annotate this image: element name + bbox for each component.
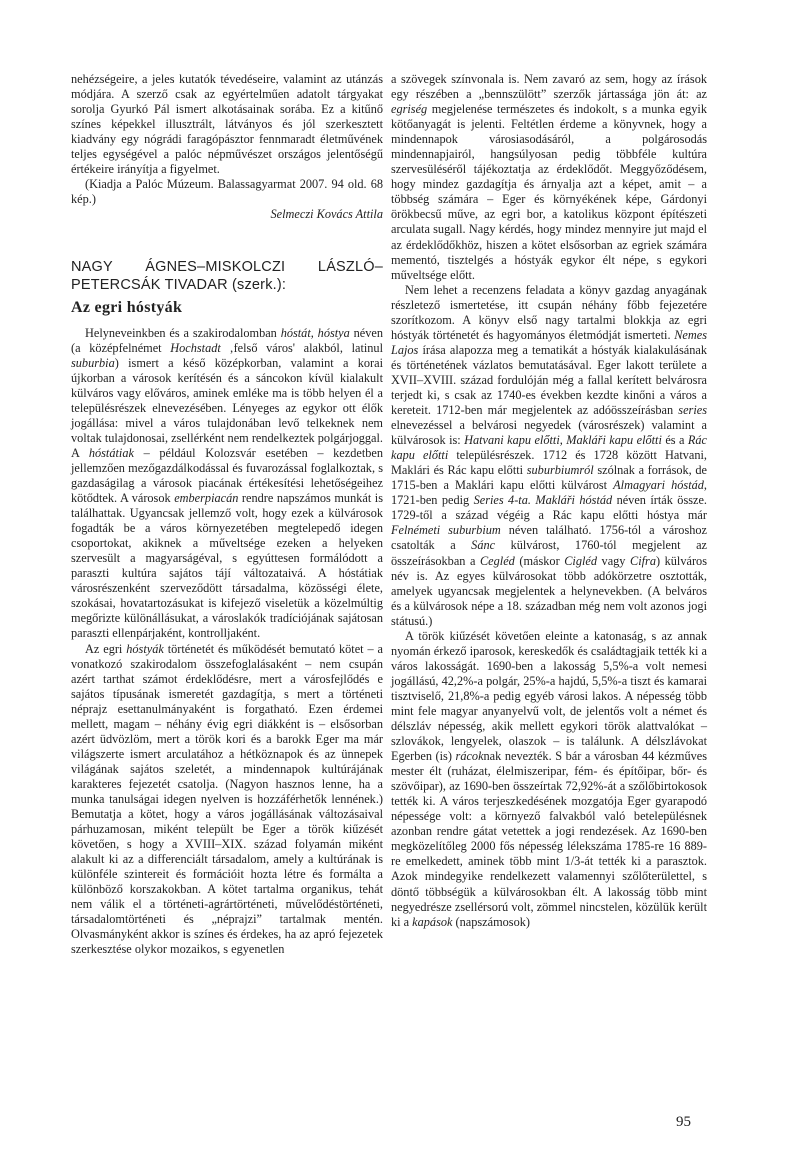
review-heading-title: Az egri hóstyák	[71, 299, 183, 317]
left-column	[71, 72, 383, 957]
paragraph: Az egri hóstyák történetét és működését bemutató kötet – a vonatkozó szakirodalom összefoglalásaként – nem csupán azért tarthat számot érdeklődésre, mert a városfejlődés e sajátos típusának ismeretét gazdagítja, s mert a történeti néprajz esettanulmányaként is forgatható. Ezen érdemei mellett, magam – néhány évig egri diákként is – elsősorban azért üdvözlöm, mert a török kori és a barokk Eger ma már világszerte ismert arculatához a hétköznapok és az ünnepek világának sajátos szeletét, a mindennapok kultúrájának karakteres fejezetét csatolja. (Nagyon hasznos lenne, ha a munka tanulságai idegen nyelven is hozzáférhetők lennének.) Bemutatja a kötet, hogy a város jogállásának változásaival párhuzamosan, miként települt be Eger a török kiűzését követően, s hogy a XVIII–XIX. század folyamán miként alakult ki az a differenciált társadalom, amely a kultúrának is különféle szintereit és formációit hozta létre és formálta a különböző korszakokban. A kötet tartalma organikus, tehát nem válik el a történeti-agrártörténeti, művelődéstörténeti, társadalomtörténeti és „néprajzi” tartalmak mentén. Olvasmányként akkor is színes és érdekes, ha az apró fejezetek szerkesztése olykor mozaikos, s egyenetlen	[71, 641, 383, 957]
paragraph: Helyneveinkben és a szakirodalomban hóstát, hóstya néven (a középfelnémet Hochstadt ‚felső város' alakból, latinul suburbia) ismert a késő középkorban, valamint a korai újkorban a városok kerítésén és a sáncokon kívül kialakult külváros vagy előváros, aminek emléke ma is több helyen él a településrészek elnevezésében. Lényeges az egykor ott élők jogállása: mivel a város tulajdonában levő telkeknek nem voltak tulajdonosai, zsellérként nem rendelkeztek polgárjoggal. A hóstátiak – például Kolozsvár esetében – kezdetben jellemzően mezőgazdálkodással és fuvarozással foglalkoztak, s gazdaságilag a városok piacának értékesítési lehetőségeihez kötődtek. A városok emberpiacán rendre napszámos munkát is találhattak. Ugyancsak jellemző volt, hogy ezek a külvárosok fogadták be a város környezetében megtelepedő idegen csoportokat, akiknek a műveltsége ezeken a helyeken szervesült a magyarságéval, s egyúttesen formálódott a paraszti kultúra sajátos tájí változataivá. A hóstátiak városrészenként szerveződött társadalma, közösségi élete, szokásai, hovatartozásukat is kifejező viseletük a közelmúltig megőrizte különállásukat, a városlakók tradíciójának sajátosan paraszti ellenpárjaként, kontrolljaként.	[71, 325, 383, 641]
paragraph: Nem lehet a recenzens feladata a könyv gazdag anyagának részletező ismertetése, itt csupán néhány főbb fejezetére szorítkozom. A könyv első nagy tartalmi blokkja az egri hóstyák történetét és hagyományos életmódját ismerteti. Nemes Lajos írása alapozza meg a tematikát a hóstyák kialakulásának és történetének vázlatos bemutatásával. Eger lakott területe a XVII–XVIII. század fordulóján még a fallal kerített belvárosra terjedt ki, s csak az 1740-es években kezdte kinőni a város a kereteit. 1712-ben már megjelentek az adóösszeírásban series elnevezéssel a belvárosi negyedek (városrészek) valamint a külvárosok is: Hatvani kapu előtti, Makláři kapu előtti és a Rác kapu előtti településrészek. 1712 és 1728 között Hatvani, Maklári és Rác kapu előtti suburbiumról szólnak a források, de 1715-ben a Maklári kapu előtti külvárost Almagyari hóstád, 1721-ben pedig Series 4-ta. Makláři hóstád néven írták össze. 1729-től a század végéig a Rác kapu előtti hóstya már Felnémeti suburbium néven található. 1756-tól a városhoz csatolták a Sánc külvárost, 1760-tól megjelent az összeírásokban a Cegléd (máskor Cigléd vagy Cifra) külváros név is. Az egyes külvárosokat több adókörzetre osztották, amelyek ugyancsak megjelentek a helynevekben. (A belváros és a külvárosok népe a 18. században még nem volt azonos jogi státusú.)	[391, 282, 708, 628]
review-heading-authors: NAGY ÁGNES–MISKOLCZI LÁSZLÓ–PETERCSÁK TIVADAR (szerk.):	[71, 259, 383, 294]
page-number: 95	[676, 1114, 691, 1130]
right-column	[391, 72, 707, 930]
review-signature: Selmeczi Kovács Attila	[270, 207, 383, 222]
paragraph: (Kiadja a Palóc Múzeum. Balassagyarmat 2007. 94 old. 68 kép.)	[71, 177, 383, 207]
paragraph: a szövegek színvonala is. Nem zavaró az sem, hogy az írások egy részében a „bennszülött” szerzők jártassága jön át: az egriség megjelenése természetes és indokolt, s a munka egyik kötőanyagát is jelenti. Feltétlen érdeme a könyvnek, hogy a mindennapok városiasodásáról, a polgárosodás mindennapjairól, hangsúlyosan pedig többféle kultúra szervesüléséről tájékoztatja az érdeklődőt. Meggyőződésem, hogy mindez gazdagítja és árnyalja azt a képet, amit – a többség számára – Eger és környékének képe, Gárdonyi örökbecsű műve, az egri bor, a katolikus központ építészeti arculata sugall. Nagy kérdés, hogy mindez mennyire jut majd el az érdeklődőkhöz, hiszen a kötet elsősorban az egriek számára mementó, tisztelgés a hóstyák egykor élt népe, s egykori műveltsége előtt.	[391, 72, 707, 282]
paragraph: nehézségeire, a jeles kutatók tévedéseire, valamint az utánzás módjára. A szerző csak az egyértelműen adatolt tárgyakat sorolja Gyurkó Pál ismert alkotásainak sorába. Ez a kitűnő színes képekkel illusztrált, látványos és jól szerkesztett kiadvány egy nógrádi faragópásztor fennmaradt életművének teljes egységével a palóc népművészet országos jelentőségű értékeire irányítja a figyelmet.	[71, 72, 383, 177]
paragraph: A török kiűzését követően eleinte a katonaság, s az annak nyomán érkező iparosok, kereskedők és családtagjaik tették ki a város lakosságát. 1690-ben a lakosság 5,5%-a volt nemesi jogállású, 42,2%-a polgár, 25%-a hajdú, 5,5%-a tiszt és kamarai tisztviselő, 21,8%-a pedig egyéb városi lakos. A népesség több mint fele magyar anyanyelvű volt, de jelentős volt a német és délszláv népesség, akik mellett egykori török alattvalókat – szlovákok, lengyelek, olaszok – is találunk. A délszlávokat Egerben (is) rácoknak nevezték. S bár a városban 44 kézműves mester élt (ruházat, élelmiszeripar, fém- és építőipar, bőr- és szövőipar), az 1690-ben összeírtak 72,92%-át a szőlőbirtokosok tették ki. A város terjeszkedésének mozgatója Eger gyarapodó népessége volt: a környező falvakból való betelepülésnek azonban rendre gátat vetettek a jogi rendezések. Az 1690-ben megközelítőleg 2000 fős népesség lélekszáma 1785-re 16 889-re emelkedett, aminek több mint 1/3-át tették ki a parasztok. Azok mindegyike rendelkezett valamennyi szőlőterülettel, s döntő többségük a külvárosokban élt. A lakosság több mint negyedrésze zsellérsorú volt, zömmel nincstelen, közülük került ki a kapások (napszámosok)	[391, 628, 707, 929]
